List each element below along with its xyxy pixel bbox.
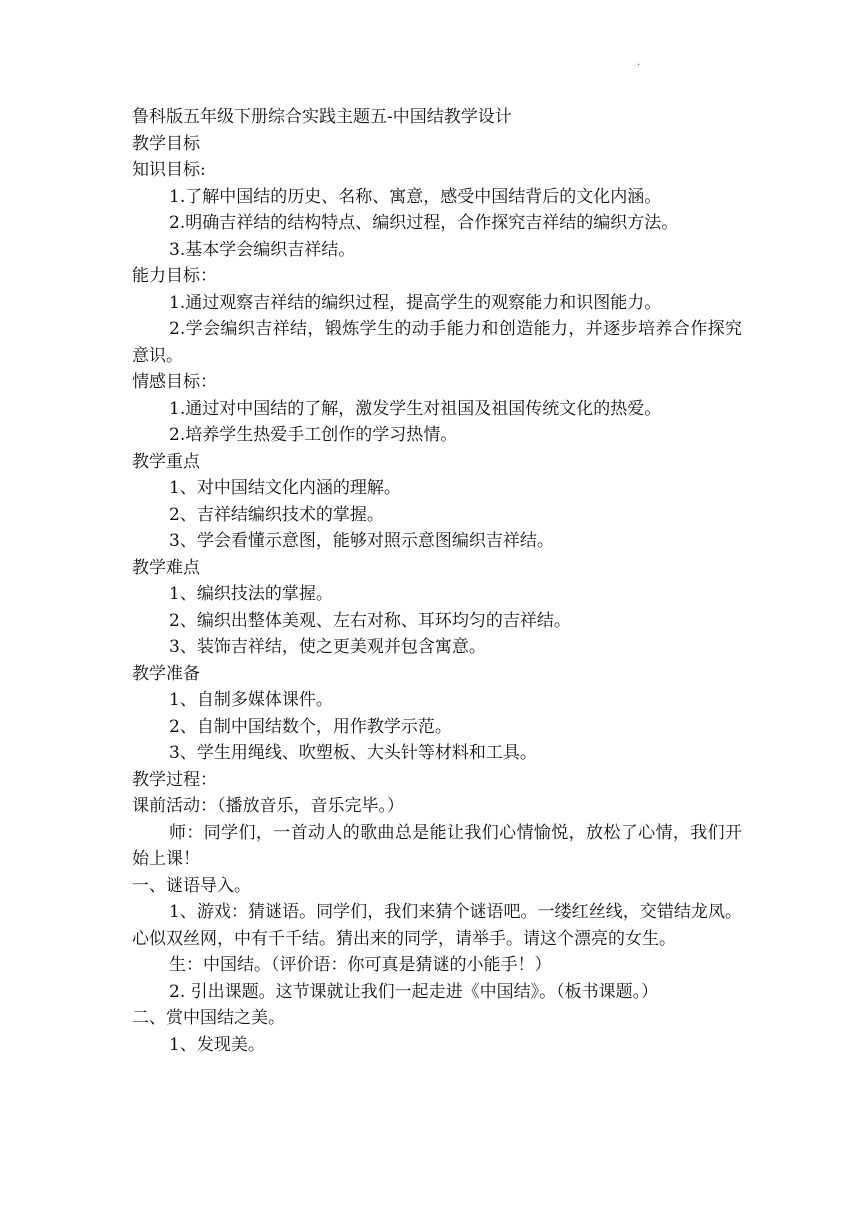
header-mark: · (637, 60, 641, 71)
preparation-item: 3、学生用绳线、吹塑板、大头针等材料和工具。 (169, 743, 537, 763)
emotion-item: 2.培养学生热爱手工创作的学习热情。 (169, 425, 458, 445)
difficulty-item: 1、编织技法的掌握。 (169, 584, 333, 604)
preparation-heading: 教学准备 (132, 663, 200, 684)
difficulty-item: 2、编织出整体美观、左右对称、耳环均匀的吉祥结。 (169, 610, 571, 631)
knowledge-item: 3.基本学会编织吉祥结。 (169, 239, 356, 260)
knowledge-item: 2.明确吉祥结的结构特点、编织过程，合作探究吉祥结的编织方法。 (169, 213, 679, 233)
document-title: 鲁科版五年级下册综合实践主题五-中国结教学设计 (132, 107, 512, 127)
emotion-heading: 情感目标： (132, 372, 217, 392)
difficulty-item: 3、装饰吉祥结，使之更美观并包含寓意。 (169, 637, 486, 657)
teacher-greeting: 师：同学们，一首动人的歌曲总是能让我们心情愉悦，放松了心情，我们开始上课！ (132, 822, 742, 869)
knowledge-item: 1.了解中国结的历史、名称、寓意，感受中国结背后的文化内涵。 (169, 186, 662, 207)
discover-beauty: 1、发现美。 (169, 1034, 265, 1055)
key-point-item: 1、对中国结文化内涵的理解。 (169, 478, 401, 498)
emotion-item: 1.通过对中国结的了解，激发学生对祖国及祖国传统文化的热爱。 (169, 398, 662, 419)
key-point-item: 2、吉祥结编织技术的掌握。 (169, 504, 384, 525)
key-point-item: 3、学会看懂示意图，能够对照示意图编织吉祥结。 (169, 531, 554, 551)
student-answer: 生：中国结。（评价语：你可真是猜谜的小能手！） (169, 955, 552, 975)
pre-class-activity: 课前活动：（播放音乐，音乐完毕。） (132, 796, 404, 816)
section-two-heading: 二、赏中国结之美。 (132, 1008, 285, 1028)
preparation-item: 1、自制多媒体课件。 (169, 690, 333, 710)
riddle-game: 1、游戏：猜谜语。同学们，我们来猜个谜语吧。一缕红丝线，交错结龙凤。心似双丝网，中有千千结。猜出来的同学，请举手。请这个漂亮的女生。 (132, 902, 742, 949)
objectives-heading: 教学目标 (132, 133, 200, 154)
document-body (132, 104, 742, 1058)
ability-heading: 能力目标： (132, 266, 217, 286)
preparation-item: 2、自制中国结数个，用作教学示范。 (169, 716, 452, 737)
difficulties-heading: 教学难点 (132, 557, 200, 578)
topic-intro: 2. 引出课题。这节课就让我们一起走进《中国结》。（板书课题。） (169, 981, 659, 1002)
ability-item: 1.通过观察吉祥结的编织过程，提高学生的观察能力和识图能力。 (169, 292, 662, 313)
process-heading: 教学过程： (132, 769, 217, 790)
section-one-heading: 一、谜语导入。 (132, 875, 251, 896)
ability-item: 2.学会编织吉祥结，锻炼学生的动手能力和创造能力，并逐步培养合作探究意识。 (132, 319, 742, 366)
knowledge-heading: 知识目标: (132, 160, 206, 180)
key-points-heading: 教学重点 (132, 451, 200, 472)
